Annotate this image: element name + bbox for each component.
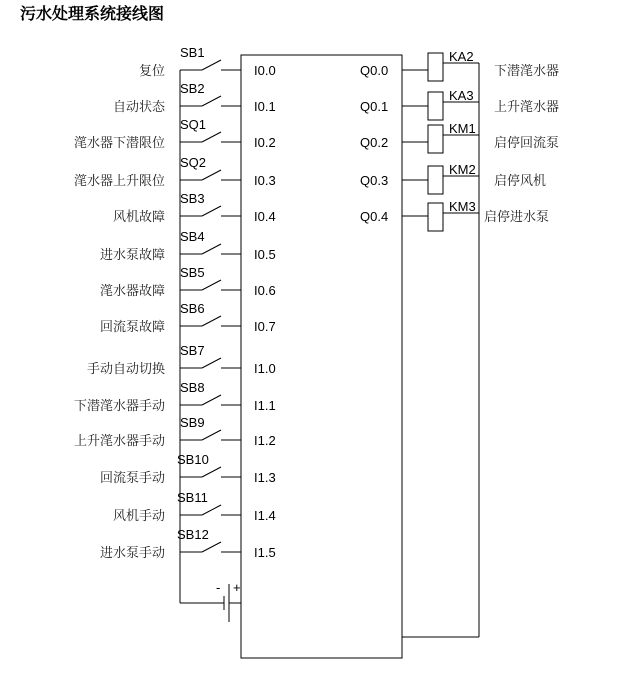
input-device-label: SB8 [180,380,205,395]
switch-contact [202,244,221,254]
input-device-label: SB1 [180,45,205,60]
switch-contact [202,430,221,440]
input-terminal-label: I1.4 [254,508,276,523]
switch-contact [202,358,221,368]
input-function-label: 回流泵故障 [99,320,165,335]
battery-minus: - [216,580,221,595]
switch-contact [202,96,221,106]
input-circuit [139,45,276,79]
output-function-label: 下潜滗水器 [494,64,560,79]
input-circuit [113,81,276,115]
input-function-label: 滗水器上升限位 [73,174,165,189]
switch-contact [202,280,221,290]
input-function-label: 上升滗水器手动 [73,434,165,449]
relay-coil [428,166,443,194]
input-circuit [74,117,276,151]
input-device-label: SB10 [177,452,209,467]
output-device-label: KA3 [449,88,474,103]
input-terminal-label: I1.0 [254,361,276,376]
output-function-label: 启停风机 [494,174,547,189]
battery-plus: + [233,580,241,595]
switch-contact [202,505,221,515]
switch-contact [202,132,221,142]
input-function-label: 手动自动切换 [86,362,165,377]
output-circuit [360,88,559,120]
diagram-title: 污水处理系统接线图 [20,4,165,23]
input-terminal-label: I0.1 [254,99,276,114]
input-terminal-label: I0.4 [254,209,276,224]
input-device-label: SB12 [177,527,209,542]
dc-battery [216,580,241,622]
input-function-label: 风机手动 [112,509,165,524]
input-circuit [74,155,276,189]
input-device-label: SB3 [180,191,205,206]
relay-coil [428,53,443,81]
output-function-label: 启停进水泵 [484,210,550,225]
output-terminal-label: Q0.0 [360,63,389,78]
input-function-label: 复位 [138,64,165,79]
input-function-label: 进水泵故障 [99,248,165,263]
input-circuit [100,301,276,335]
output-device-label: KM1 [449,121,476,136]
input-function-label: 下潜滗水器手动 [73,399,165,414]
output-terminal-label: Q0.4 [360,209,389,224]
switch-contact [202,206,221,216]
output-circuits [360,49,559,231]
input-device-label: SQ2 [180,155,207,170]
output-function-label: 上升滗水器 [494,100,560,115]
input-terminal-label: I1.2 [254,433,276,448]
relay-coil [428,203,443,231]
output-device-label: KM2 [449,162,476,177]
input-device-label: SB9 [180,415,205,430]
input-terminal-label: I1.5 [254,545,276,560]
input-circuit [113,191,276,225]
input-function-label: 自动状态 [112,100,165,115]
input-terminal-label: I0.0 [254,63,276,78]
input-function-label: 回流泵手动 [99,471,165,486]
output-device-label: KM3 [449,199,476,214]
input-circuit [87,343,276,377]
input-function-label: 滗水器故障 [99,284,165,299]
input-device-label: SB2 [180,81,205,96]
input-circuit [100,452,276,486]
switch-contact [202,467,221,477]
input-device-label: SB4 [180,229,205,244]
input-terminal-label: I1.3 [254,470,276,485]
input-terminal-label: I1.1 [254,398,276,413]
input-circuit [74,415,276,449]
input-device-label: SB6 [180,301,205,316]
input-circuits [74,45,276,561]
input-function-label: 滗水器下潜限位 [73,136,165,151]
output-terminal-label: Q0.1 [360,99,389,114]
input-terminal-label: I0.3 [254,173,276,188]
output-function-label: 启停回流泵 [494,136,560,151]
input-terminal-label: I0.6 [254,283,276,298]
switch-contact [202,60,221,70]
input-terminal-label: I0.2 [254,135,276,150]
input-terminal-label: I0.5 [254,247,276,262]
input-circuit [74,380,276,414]
switch-contact [202,542,221,552]
input-function-label: 风机故障 [112,210,165,225]
output-circuit [360,199,549,231]
input-circuit [100,527,276,561]
input-device-label: SQ1 [180,117,207,132]
output-circuit [360,49,559,81]
input-device-label: SB11 [177,490,208,505]
input-circuit [100,265,276,299]
switch-contact [202,170,221,180]
input-device-label: SB7 [180,343,205,358]
output-device-label: KA2 [449,49,474,64]
switch-contact [202,316,221,326]
input-circuit [100,229,276,263]
output-terminal-label: Q0.3 [360,173,389,188]
output-circuit [360,162,546,194]
input-function-label: 进水泵手动 [99,546,165,561]
switch-contact [202,395,221,405]
input-device-label: SB5 [180,265,205,280]
output-terminal-label: Q0.2 [360,135,389,150]
relay-coil [428,92,443,120]
input-terminal-label: I0.7 [254,319,276,334]
output-circuit [360,121,559,153]
relay-coil [428,125,443,153]
input-circuit [113,490,276,524]
